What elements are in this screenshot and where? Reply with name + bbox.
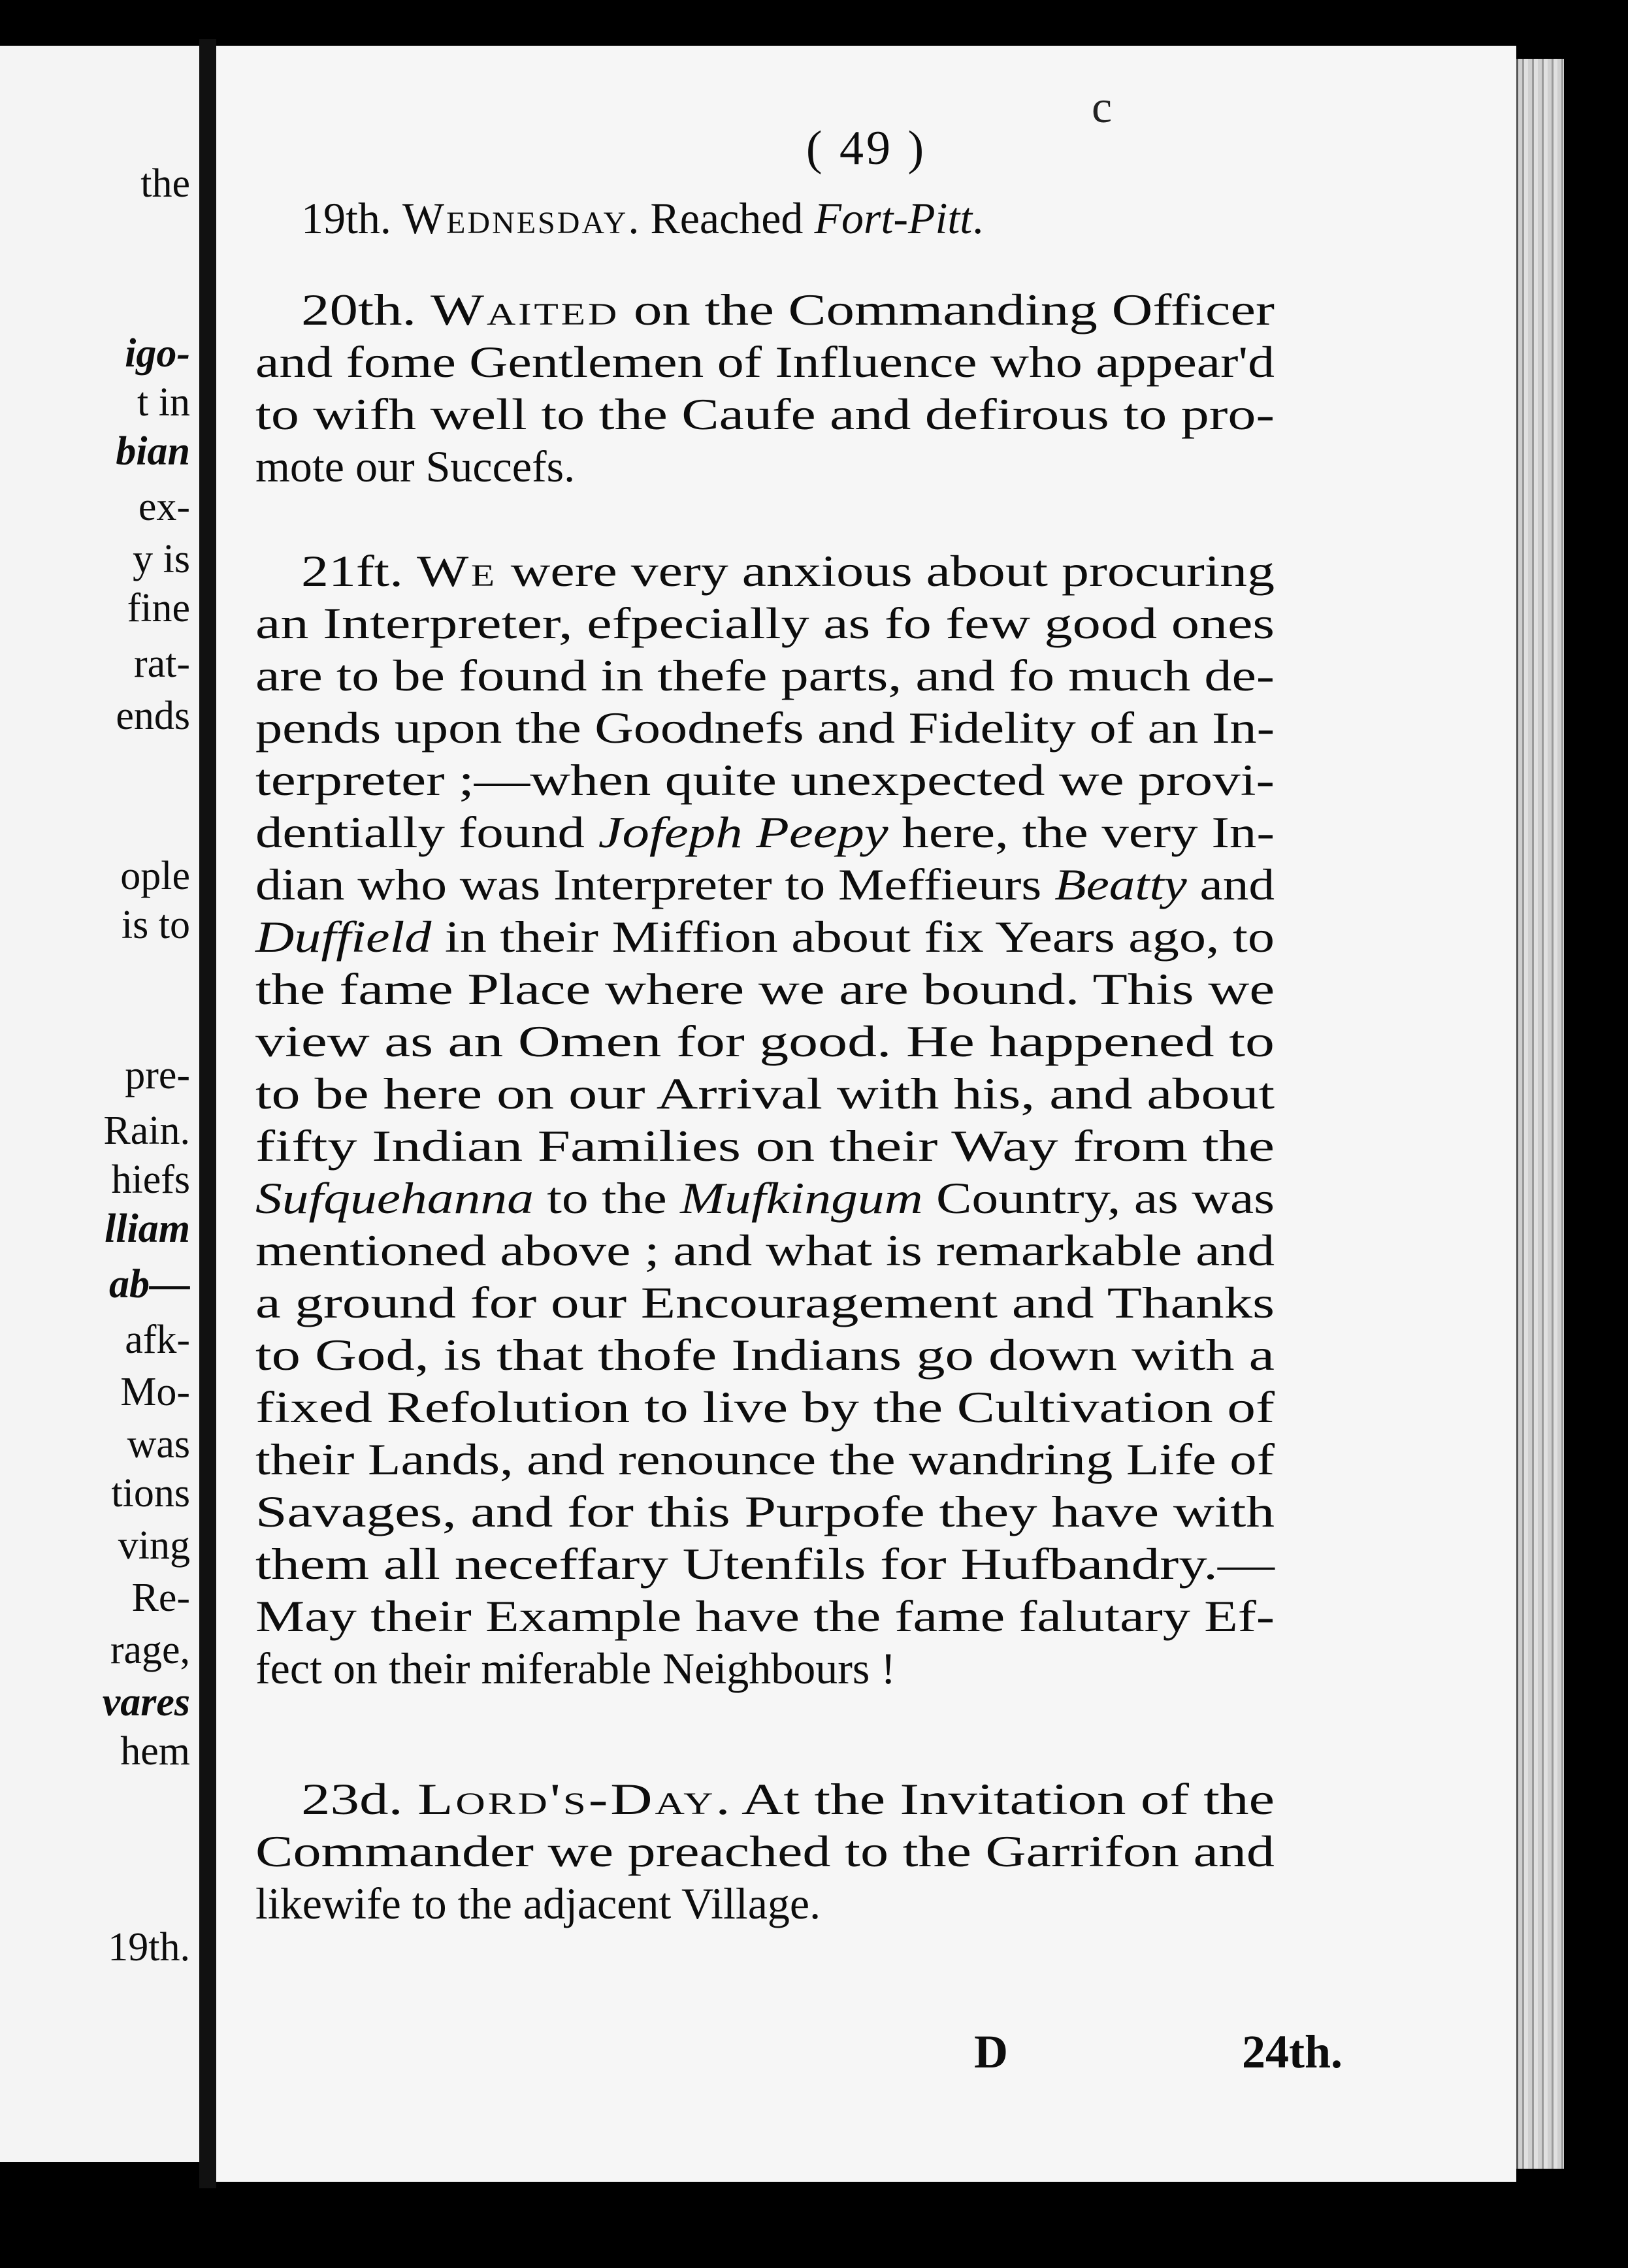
text-run: Savages, and for this Purpofe they have with — [255, 1487, 1275, 1536]
text-run: fifty Indian Families on their Way from the — [255, 1121, 1275, 1171]
text-run: . Reached — [628, 193, 815, 243]
page-edges — [1516, 59, 1564, 2169]
left-page-fragment: ople — [120, 854, 190, 898]
text-run: 19th. — [301, 193, 402, 243]
italic-text: Sufquehanna — [255, 1173, 534, 1223]
left-page-fragment: the — [140, 161, 190, 206]
left-page-fragment: is to — [121, 903, 190, 947]
text-line — [301, 287, 1275, 332]
left-page-fragment: lliam — [105, 1207, 190, 1251]
text-run: to be here on our Arrival with his, and about — [255, 1069, 1275, 1118]
text-line — [255, 1591, 1275, 1641]
text-line — [255, 444, 575, 489]
small-caps-text: Wednesday — [402, 193, 628, 243]
text-run: . At the Invitation of the — [715, 1774, 1275, 1824]
left-page-fragment: ex- — [138, 485, 190, 529]
text-run: were very anxious about procuring — [497, 546, 1275, 596]
left-page-fragment: tions — [111, 1471, 190, 1515]
text-run: dentially found — [255, 807, 598, 857]
italic-text: Jofeph Peepy — [598, 807, 888, 857]
text-run: them all neceffary Utenfils for Hufbandry.— — [255, 1539, 1275, 1589]
small-caps-text: Lord's-Day — [417, 1774, 716, 1824]
text-line — [255, 653, 1275, 698]
text-run: fect on their miferable Neighbours ! — [255, 1644, 896, 1693]
text-run: . — [972, 193, 984, 243]
left-page-fragment: igo- — [125, 331, 190, 376]
text-line — [301, 1774, 1275, 1824]
text-line — [255, 912, 1275, 962]
left-page-fragment: y is — [133, 537, 190, 581]
left-page-fragment: afk- — [125, 1318, 190, 1362]
small-caps-text: Waited — [431, 285, 620, 334]
text-run: likewife to the adjacent Village. — [255, 1879, 821, 1928]
ink-mark: c — [1092, 82, 1113, 133]
left-page-fragment: 19th. — [108, 1925, 190, 1969]
text-run: and fome Gentlemen of Influence who appear'd — [255, 337, 1275, 387]
text-line — [255, 1434, 1275, 1484]
text-run: 23d. — [301, 1774, 418, 1824]
text-line — [255, 1382, 1275, 1432]
text-run: May their Example have the fame falutary Ef- — [255, 1591, 1275, 1641]
left-page-fragment: hem — [120, 1729, 190, 1774]
text-line — [255, 862, 1275, 907]
text-run: on the Commanding Officer — [619, 285, 1275, 334]
text-line — [255, 964, 1275, 1014]
left-page-fragment: pre- — [125, 1053, 190, 1097]
text-line — [255, 1330, 1275, 1380]
text-run: an Interpreter, efpecially as fo few good ones — [255, 598, 1275, 648]
left-page-fragment: ends — [116, 694, 190, 738]
right-page — [216, 46, 1516, 2182]
text-line — [255, 1881, 821, 1926]
left-page-fragment: hiefs — [111, 1158, 190, 1202]
text-line — [255, 1071, 1275, 1116]
text-line — [255, 703, 1275, 753]
text-run: 20th. — [301, 285, 431, 334]
left-page — [0, 46, 203, 2162]
text-run: a ground for our Encouragement and Thanks — [255, 1278, 1275, 1327]
text-line — [255, 1539, 1275, 1589]
text-line — [255, 1016, 1275, 1066]
catchword: 24th. — [1242, 2026, 1343, 2078]
small-caps-text: We — [417, 546, 497, 596]
signature-mark: D — [974, 2026, 1008, 2078]
italic-text: Duffield — [255, 912, 432, 962]
text-line — [255, 1489, 1275, 1534]
italic-text: Mufkingum — [680, 1173, 923, 1223]
left-page-fragment: Mo- — [120, 1370, 190, 1414]
left-page-fragment: ving — [118, 1523, 190, 1568]
left-page-fragment: rat- — [133, 641, 190, 686]
left-page-fragment: Re- — [131, 1576, 190, 1620]
text-line — [301, 193, 984, 243]
left-page-fragment: t in — [137, 380, 190, 425]
text-line — [255, 1826, 1275, 1876]
text-line — [255, 389, 1275, 439]
left-page-fragment: bian — [116, 429, 190, 474]
left-page-fragment: Rain. — [103, 1109, 190, 1153]
text-run: pends upon the Goodnefs and Fidelity of an In- — [255, 703, 1275, 753]
book-gutter — [199, 39, 216, 2188]
text-run: to God, is that thofe Indians go down with a — [255, 1330, 1275, 1380]
text-run: Commander we preached to the Garrifon and — [255, 1826, 1275, 1876]
text-line — [255, 1646, 896, 1691]
text-line — [255, 1121, 1275, 1171]
text-run: 21ft. — [301, 546, 417, 596]
text-line — [255, 755, 1275, 805]
left-page-fragment: rage, — [110, 1628, 190, 1672]
left-page-fragment: fine — [127, 586, 190, 630]
text-line — [255, 598, 1275, 648]
page-number: ( 49 ) — [806, 122, 927, 175]
text-line — [255, 1280, 1275, 1325]
text-line — [255, 337, 1275, 387]
text-line — [255, 1173, 1275, 1223]
text-run: mote our Succefs. — [255, 442, 576, 491]
text-run: Country, as was — [922, 1173, 1275, 1223]
text-run: here, the very In- — [888, 807, 1275, 857]
text-run: to the — [533, 1173, 681, 1223]
text-run: in their Miffion about fix Years ago, to — [431, 912, 1275, 962]
left-page-fragment: vares — [102, 1680, 190, 1725]
left-page-fragment: ab— — [109, 1262, 190, 1306]
text-run: the fame Place where we are bound. This we — [255, 964, 1275, 1014]
text-run: dian who was Interpreter to Meffieurs — [255, 860, 1055, 909]
text-run: to wifh well to the Caufe and defirous to pro- — [255, 389, 1275, 439]
left-page-fragment: was — [127, 1422, 190, 1466]
text-run: and — [1186, 860, 1275, 909]
text-run: are to be found in thefe parts, and fo much de- — [255, 651, 1275, 700]
text-run: their Lands, and renounce the wandring Life of — [255, 1434, 1275, 1484]
text-run: terpreter ;—when quite unexpected we provi- — [255, 755, 1275, 805]
text-line — [255, 1225, 1275, 1275]
text-run: view as an Omen for good. He happened to — [255, 1016, 1275, 1066]
italic-text: Beatty — [1054, 860, 1187, 909]
text-line — [255, 807, 1275, 857]
text-line — [301, 546, 1275, 596]
text-run: fixed Refolution to live by the Cultivation of — [255, 1382, 1275, 1432]
text-run: mentioned above ; and what is remarkable and — [255, 1225, 1275, 1275]
italic-text: Fort-Pitt — [814, 193, 973, 243]
